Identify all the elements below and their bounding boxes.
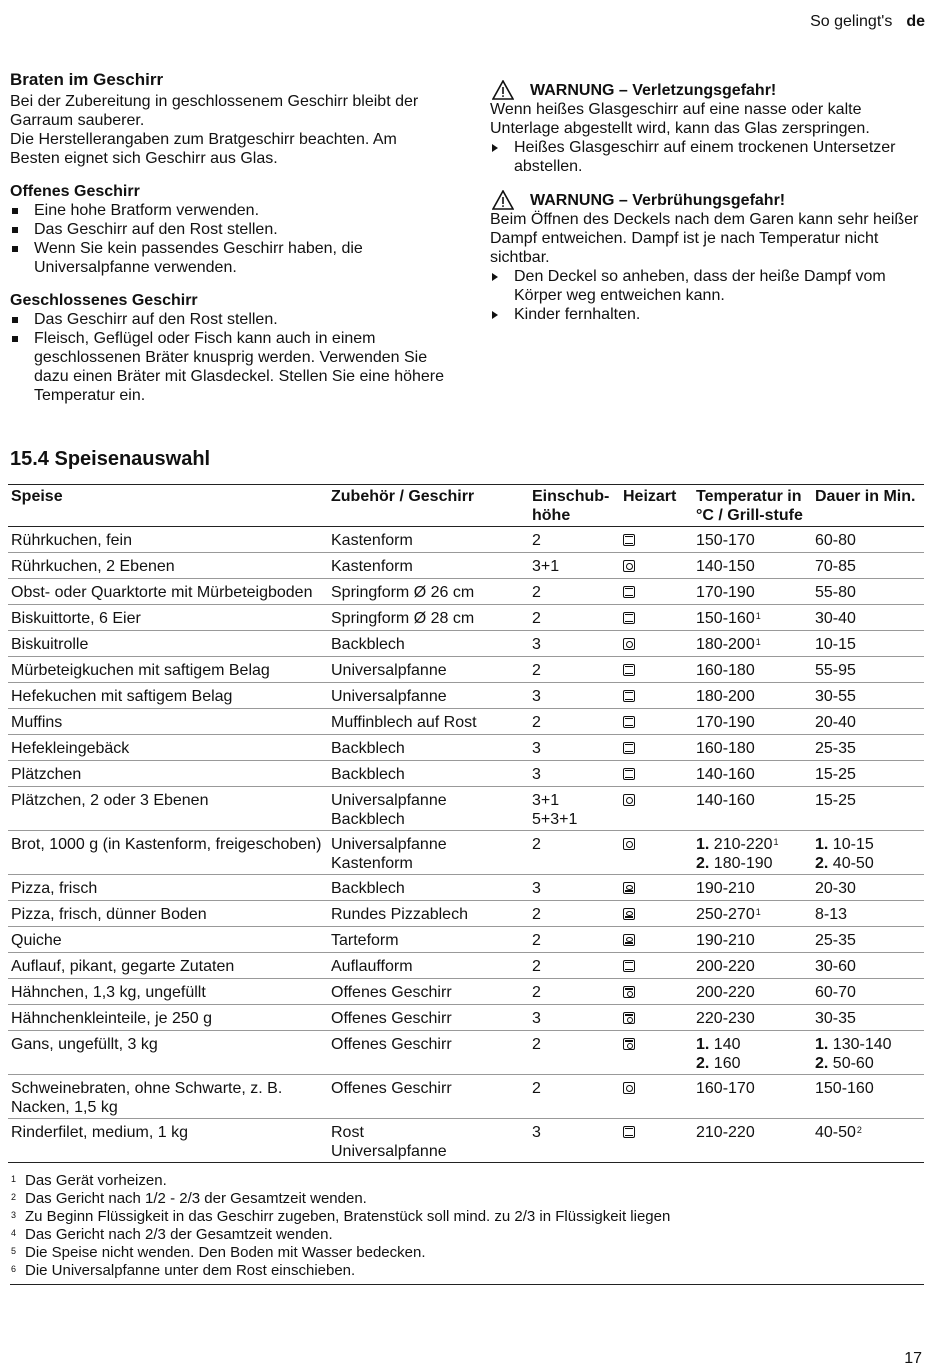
duration-cell: 55-80 <box>812 579 924 605</box>
table-row <box>8 709 924 735</box>
col-header-accessory: Zubehör / Geschirr <box>328 485 529 527</box>
dish-cell: Gans, ungefüllt, 3 kg <box>8 1031 328 1075</box>
accessory-cell: Muffinblech auf Rost <box>328 709 529 735</box>
heating-cell <box>620 735 693 761</box>
duration-cell: 30-40 <box>812 605 924 631</box>
heating-cell <box>620 979 693 1005</box>
temperature-cell: 160-170 <box>693 1075 812 1119</box>
table-row <box>8 761 924 787</box>
closed-dish-title: Geschlossenes Geschirr <box>10 292 198 309</box>
level-cell: 2 <box>529 927 620 953</box>
level-cell: 2 <box>529 657 620 683</box>
duration-cell: 20-40 <box>812 709 924 735</box>
accessory-cell: Universalpfanne <box>328 683 529 709</box>
heating-cell <box>620 901 693 927</box>
accessory-cell: Offenes Geschirr <box>328 979 529 1005</box>
temperature-cell: 140-150 <box>693 553 812 579</box>
col-header-level: Einschub-höhe <box>529 485 620 527</box>
accessory-cell: Rost Universalpfanne <box>328 1119 529 1163</box>
list-item: Den Deckel so anheben, dass der heiße Dampf vom Körper weg entweichen kann. <box>490 267 930 305</box>
table-row <box>8 901 924 927</box>
duration-cell: 60-80 <box>812 527 924 553</box>
intro-paragraph-2: Die Herstellerangaben zum Bratgeschirr beachten. Am Besten eignet sich Geschirr aus Glas. <box>10 131 397 167</box>
level-cell: 3 <box>529 875 620 901</box>
dish-cell: Hefekuchen mit saftigem Belag <box>8 683 328 709</box>
warning-scald-title: WARNUNG – Verbrühungsgefahr! <box>490 190 930 210</box>
table-row <box>8 875 924 901</box>
col-header-duration: Dauer in Min. <box>812 485 924 527</box>
accessory-cell: Rundes Pizzablech <box>328 901 529 927</box>
heating-cell <box>620 1005 693 1031</box>
open-dish-title: Offenes Geschirr <box>10 183 140 200</box>
duration-cell: 20-30 <box>812 875 924 901</box>
accessory-cell: Offenes Geschirr <box>328 1031 529 1075</box>
grill-heating-icon <box>623 1012 635 1024</box>
heating-cell <box>620 1075 693 1119</box>
food-selection-table <box>8 484 924 1163</box>
table-row <box>8 1119 924 1163</box>
heating-cell <box>620 787 693 831</box>
temperature-cell: 1. 140 2. 160 <box>693 1031 812 1075</box>
heating-cell <box>620 761 693 787</box>
heating-cell <box>620 1031 693 1075</box>
topbottom-heating-icon <box>623 690 635 702</box>
table-row <box>8 1005 924 1031</box>
dish-cell: Muffins <box>8 709 328 735</box>
topbottom-heating-icon <box>623 960 635 972</box>
table-row <box>8 831 924 875</box>
duration-cell: 60-70 <box>812 979 924 1005</box>
dish-cell: Pizza, frisch, dünner Boden <box>8 901 328 927</box>
table-row <box>8 927 924 953</box>
page-header <box>810 12 925 31</box>
dish-cell: Rührkuchen, fein <box>8 527 328 553</box>
topbottom-heating-icon <box>623 664 635 676</box>
dish-cell: Quiche <box>8 927 328 953</box>
list-item: Wenn Sie kein passendes Geschirr haben, die Universalpfanne verwenden. <box>10 239 450 277</box>
topbottom-heating-icon <box>623 716 635 728</box>
temperature-cell: 1. $210-220^1$ 2. 180-190 <box>693 831 812 875</box>
level-cell: 2 <box>529 527 620 553</box>
duration-cell: $40-50^2$ <box>812 1119 924 1163</box>
heating-cell <box>620 953 693 979</box>
topbottom-heating-icon <box>623 612 635 624</box>
footnote: $^4$ Das Gericht nach 2/3 der Gesamtzeit wenden. <box>11 1226 333 1243</box>
table-row <box>8 605 924 631</box>
footnote: $^2$ Das Gericht nach 1/2 - 2/3 der Gesamtzeit wenden. <box>11 1190 367 1207</box>
level-cell: 3+1 <box>529 553 620 579</box>
heating-cell <box>620 709 693 735</box>
table-header-row <box>8 485 924 527</box>
topbottom-heating-icon <box>623 768 635 780</box>
fan-heating-icon <box>623 560 635 572</box>
accessory-cell: Offenes Geschirr <box>328 1075 529 1119</box>
table-row <box>8 787 924 831</box>
intro-paragraph-1: Bei der Zubereitung in geschlossenem Geschirr bleibt der Garraum sauberer. <box>10 93 419 129</box>
temperature-cell: 140-160 <box>693 787 812 831</box>
temperature-cell: 190-210 <box>693 927 812 953</box>
open-dish-list <box>10 201 450 277</box>
list-item: Eine hohe Bratform verwenden. <box>10 201 450 220</box>
dish-cell: Obst- oder Quarktorte mit Mürbeteigboden <box>8 579 328 605</box>
duration-cell: 25-35 <box>812 735 924 761</box>
temperature-cell: 160-180 <box>693 657 812 683</box>
warning-injury-title: WARNUNG – Verletzungsgefahr! <box>490 80 930 100</box>
col-header-dish: Speise <box>8 485 328 527</box>
fan-heating-icon <box>623 1082 635 1094</box>
temperature-cell: 200-220 <box>693 979 812 1005</box>
temperature-cell: $150-160^1$ <box>693 605 812 631</box>
level-cell: 3 <box>529 1005 620 1031</box>
topbottom-heating-icon <box>623 586 635 598</box>
accessory-cell: Universalpfanne Kastenform <box>328 831 529 875</box>
table-row <box>8 657 924 683</box>
temperature-cell: 160-180 <box>693 735 812 761</box>
temperature-cell: $250-270^1$ <box>693 901 812 927</box>
duration-cell: 15-25 <box>812 761 924 787</box>
level-cell: 3 <box>529 683 620 709</box>
accessory-cell: Kastenform <box>328 527 529 553</box>
accessory-cell: Kastenform <box>328 553 529 579</box>
level-cell: 2 <box>529 1075 620 1119</box>
dish-cell: Hähnchenkleinteile, je 250 g <box>8 1005 328 1031</box>
braten-title: Braten im Geschirr <box>10 70 164 89</box>
duration-cell: 150-160 <box>812 1075 924 1119</box>
warning-injury-list <box>490 138 930 176</box>
level-cell: 3+1 5+3+1 <box>529 787 620 831</box>
heating-cell <box>620 553 693 579</box>
heating-cell <box>620 831 693 875</box>
footnote: $^5$ Die Speise nicht wenden. Den Boden mit Wasser bedecken. <box>11 1244 426 1261</box>
heating-cell <box>620 1119 693 1163</box>
list-item: Das Geschirr auf den Rost stellen. <box>10 310 450 329</box>
dish-cell: Biskuitrolle <box>8 631 328 657</box>
dish-cell: Hefekleingebäck <box>8 735 328 761</box>
temperature-cell: 220-230 <box>693 1005 812 1031</box>
level-cell: 2 <box>529 901 620 927</box>
list-item: Das Geschirr auf den Rost stellen. <box>10 220 450 239</box>
temperature-cell: 170-190 <box>693 709 812 735</box>
list-item: Fleisch, Geflügel oder Fisch kann auch in einem geschlossenen Bräter knusprig werden. Verwenden Sie dazu einen Bräter mit Glasdeckel. Stellen Sie eine höhere Temperatur ein. <box>10 329 450 405</box>
accessory-cell: Springform Ø 26 cm <box>328 579 529 605</box>
warning-triangle-icon <box>492 80 514 100</box>
dish-cell: Brot, 1000 g (in Kastenform, freigeschoben) <box>8 831 328 875</box>
temperature-cell: 190-210 <box>693 875 812 901</box>
list-item: Kinder fernhalten. <box>490 305 930 324</box>
heating-cell <box>620 579 693 605</box>
heating-cell <box>620 631 693 657</box>
heating-cell <box>620 875 693 901</box>
fan-heating-icon <box>623 794 635 806</box>
footnote: $^6$ Die Universalpfanne unter dem Rost einschieben. <box>11 1262 356 1279</box>
temperature-cell: 200-220 <box>693 953 812 979</box>
page-number: 17 <box>904 1350 922 1367</box>
level-cell: 2 <box>529 579 620 605</box>
heating-cell <box>620 683 693 709</box>
arrow-right-icon <box>492 311 498 319</box>
dish-cell: Pizza, frisch <box>8 875 328 901</box>
col-header-temperature: Temperatur in °C / Grill-stufe <box>693 485 812 527</box>
duration-cell: 1. 130-140 2. 50-60 <box>812 1031 924 1075</box>
accessory-cell: Backblech <box>328 631 529 657</box>
pizza-heating-icon <box>623 908 635 920</box>
level-cell: 2 <box>529 709 620 735</box>
dish-cell: Rührkuchen, 2 Ebenen <box>8 553 328 579</box>
duration-cell: 30-35 <box>812 1005 924 1031</box>
duration-cell: 10-15 <box>812 631 924 657</box>
accessory-cell: Tarteform <box>328 927 529 953</box>
fan-heating-icon <box>623 838 635 850</box>
left-column <box>10 70 450 405</box>
topbottom-heating-icon <box>623 742 635 754</box>
duration-cell: 30-55 <box>812 683 924 709</box>
level-cell: 2 <box>529 953 620 979</box>
footnotes <box>10 1172 924 1285</box>
arrow-right-icon <box>492 273 498 281</box>
dish-cell: Auflauf, pikant, gegarte Zutaten <box>8 953 328 979</box>
footnote-ref: 2 <box>856 1125 862 1135</box>
warning-injury-text: Wenn heißes Glasgeschirr auf eine nasse oder kalte Unterlage abgestellt wird, kann das Glas zerspringen. <box>490 101 870 137</box>
level-cell: 2 <box>529 979 620 1005</box>
footnote-ref: 1 <box>773 837 779 847</box>
level-cell: 2 <box>529 831 620 875</box>
level-cell: 3 <box>529 735 620 761</box>
pizza-heating-icon <box>623 882 635 894</box>
accessory-cell: Universalpfanne <box>328 657 529 683</box>
list-item: Heißes Glasgeschirr auf einem trockenen Untersetzer abstellen. <box>490 138 930 176</box>
table-row <box>8 579 924 605</box>
dish-cell: Schweinebraten, ohne Schwarte, z. B. Nacken, 1,5 kg <box>8 1075 328 1119</box>
table-row <box>8 631 924 657</box>
table-row <box>8 735 924 761</box>
table-row <box>8 1075 924 1119</box>
temperature-cell: 140-160 <box>693 761 812 787</box>
closed-dish-list <box>10 310 450 405</box>
accessory-cell: Offenes Geschirr <box>328 1005 529 1031</box>
accessory-cell: Backblech <box>328 875 529 901</box>
duration-cell: 25-35 <box>812 927 924 953</box>
section-title: 15.4 Speisenauswahl <box>10 448 211 470</box>
level-cell: 2 <box>529 605 620 631</box>
temperature-cell: 180-200 <box>693 683 812 709</box>
footnote-ref: 1 <box>755 611 761 621</box>
pizza-heating-icon <box>623 934 635 946</box>
dish-cell: Rinderfilet, medium, 1 kg <box>8 1119 328 1163</box>
accessory-cell: Universalpfanne Backblech <box>328 787 529 831</box>
table-row <box>8 527 924 553</box>
grill-heating-icon <box>623 986 635 998</box>
col-header-heating: Heizart <box>620 485 693 527</box>
topbottom-heating-icon <box>623 534 635 546</box>
footnote: $^1$ Das Gerät vorheizen. <box>11 1172 167 1189</box>
duration-cell: 30-60 <box>812 953 924 979</box>
grill-heating-icon <box>623 1038 635 1050</box>
table-row <box>8 683 924 709</box>
table-row <box>8 953 924 979</box>
footnote-ref: 1 <box>755 637 761 647</box>
footnote-ref: 1 <box>755 907 761 917</box>
accessory-cell: Auflaufform <box>328 953 529 979</box>
accessory-cell: Backblech <box>328 735 529 761</box>
arrow-right-icon <box>492 144 498 152</box>
accessory-cell: Springform Ø 28 cm <box>328 605 529 631</box>
warning-scald-list <box>490 267 930 324</box>
temperature-cell: 210-220 <box>693 1119 812 1163</box>
topbottom-heating-icon <box>623 1126 635 1138</box>
duration-cell: 8-13 <box>812 901 924 927</box>
accessory-cell: Backblech <box>328 761 529 787</box>
temperature-cell: 170-190 <box>693 579 812 605</box>
duration-cell: 70-85 <box>812 553 924 579</box>
table-row <box>8 979 924 1005</box>
language-code: de <box>906 13 925 30</box>
dish-cell: Mürbeteigkuchen mit saftigem Belag <box>8 657 328 683</box>
table-row <box>8 1031 924 1075</box>
heating-cell <box>620 657 693 683</box>
dish-cell: Plätzchen <box>8 761 328 787</box>
level-cell: 2 <box>529 1031 620 1075</box>
duration-cell: 55-95 <box>812 657 924 683</box>
dish-cell: Plätzchen, 2 oder 3 Ebenen <box>8 787 328 831</box>
dish-cell: Biskuittorte, 6 Eier <box>8 605 328 631</box>
duration-cell: 1. 10-15 2. 40-50 <box>812 831 924 875</box>
table-row <box>8 553 924 579</box>
dish-cell: Hähnchen, 1,3 kg, ungefüllt <box>8 979 328 1005</box>
fan-heating-icon <box>623 638 635 650</box>
right-column <box>490 80 930 324</box>
temperature-cell: 150-170 <box>693 527 812 553</box>
warning-scald-text: Beim Öffnen des Deckels nach dem Garen kann sehr heißer Dampf entweichen. Dampf ist je nach Temperatur nicht sichtbar. <box>490 211 919 266</box>
chapter-title: So gelingt's <box>810 13 893 30</box>
level-cell: 3 <box>529 761 620 787</box>
footnote: $^3$ Zu Beginn Flüssigkeit in das Geschirr zugeben, Bratenstück soll mind. zu 2/3 in Flüssigkeit liegen <box>11 1208 671 1225</box>
heating-cell <box>620 527 693 553</box>
level-cell: 3 <box>529 1119 620 1163</box>
level-cell: 3 <box>529 631 620 657</box>
temperature-cell: $180-200^1$ <box>693 631 812 657</box>
heating-cell <box>620 927 693 953</box>
duration-cell: 15-25 <box>812 787 924 831</box>
warning-triangle-icon <box>492 190 514 210</box>
heating-cell <box>620 605 693 631</box>
